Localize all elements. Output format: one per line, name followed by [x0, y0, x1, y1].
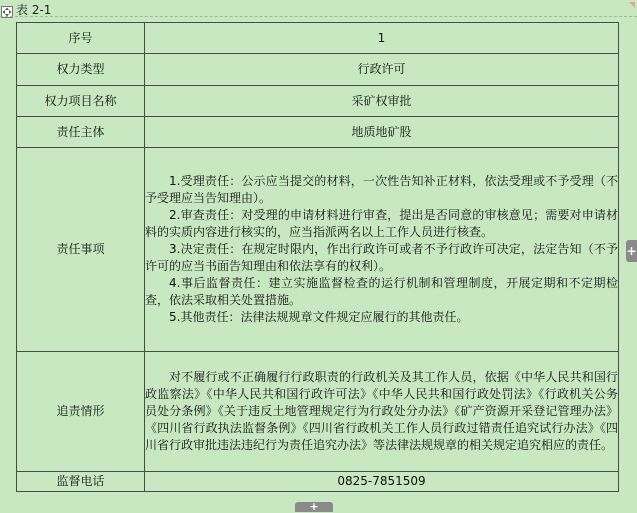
- table-row: [17, 472, 619, 492]
- table-row: [17, 86, 619, 117]
- table-row: [17, 54, 619, 86]
- accountability-text: 对不履行或不正确履行行政职责的行政机关及其工作人员，依据《中华人民共和国行政监察法》《中华人民共和国行政许可法》《中华人民共和国行政处罚法》《行政机关公务员处分条例》《关于违反土地管理规定行为行政处分办法》《矿产资源开采登记管理办法》《四川省行政执法监督条例》《四川省行政机关工作人员行政过错责任追究试行办法》《四川省行政审批违法违纪行为责任追究办法》等法律法规规章的相关规定追究相应的责任。: [145, 370, 618, 452]
- table-row: [17, 117, 619, 148]
- responsibility-paragraph-decision: 3.决定责任：在规定时限内，作出行政许可或者不予行政许可决定，法定告知（不予许可的应当书面告知理由和依法享有的权利）。: [145, 242, 618, 273]
- responsibilities-content[interactable]: [145, 148, 619, 352]
- responsible-body-value[interactable]: 地质地矿股: [145, 117, 619, 148]
- responsibilities-label[interactable]: 责任事项: [17, 148, 145, 352]
- serial-value[interactable]: 1: [145, 23, 619, 54]
- power-item-value[interactable]: 采矿权审批: [145, 86, 619, 117]
- power-item-label[interactable]: 权力项目名称: [17, 86, 145, 117]
- table-caption: 表 2-1: [16, 3, 52, 17]
- phone-value[interactable]: 0825-7851509: [145, 472, 619, 492]
- power-list-table: [16, 22, 619, 492]
- page-boundary-line: [0, 16, 637, 17]
- responsibility-paragraph-supervision: 4.事后监督责任：建立实施监督检查的运行机制和管理制度，开展定期和不定期检查，依法采取相关处置措施。: [145, 276, 618, 307]
- add-row-handle[interactable]: +: [295, 502, 333, 512]
- power-type-value[interactable]: 行政许可: [145, 54, 619, 86]
- table-row: [17, 148, 619, 352]
- responsible-body-label[interactable]: 责任主体: [17, 117, 145, 148]
- responsibility-paragraph-other: 5.其他责任：法律法规规章文件规定应履行的其他责任。: [169, 310, 469, 324]
- power-type-label[interactable]: 权力类型: [17, 54, 145, 86]
- table-row: [17, 352, 619, 472]
- serial-label[interactable]: 序号: [17, 23, 145, 54]
- table-row: [17, 23, 619, 54]
- phone-label[interactable]: 监督电话: [17, 472, 145, 492]
- responsibility-paragraph-review: 2.审查责任：对受理的申请材料进行审查，提出是否同意的审核意见；需要对申请材料的实质内容进行核实的，应当指派两名以上工作人员进行核查。: [145, 208, 618, 239]
- accountability-label[interactable]: 追责情形: [17, 352, 145, 472]
- responsibility-paragraph-accept: 1.受理责任：公示应当提交的材料，一次性告知补正材料，依法受理或不予受理（不予受理应当告知理由）。: [145, 174, 618, 205]
- accountability-content[interactable]: [145, 352, 619, 472]
- corner-marker: [629, 2, 635, 8]
- add-column-handle[interactable]: +: [626, 240, 637, 262]
